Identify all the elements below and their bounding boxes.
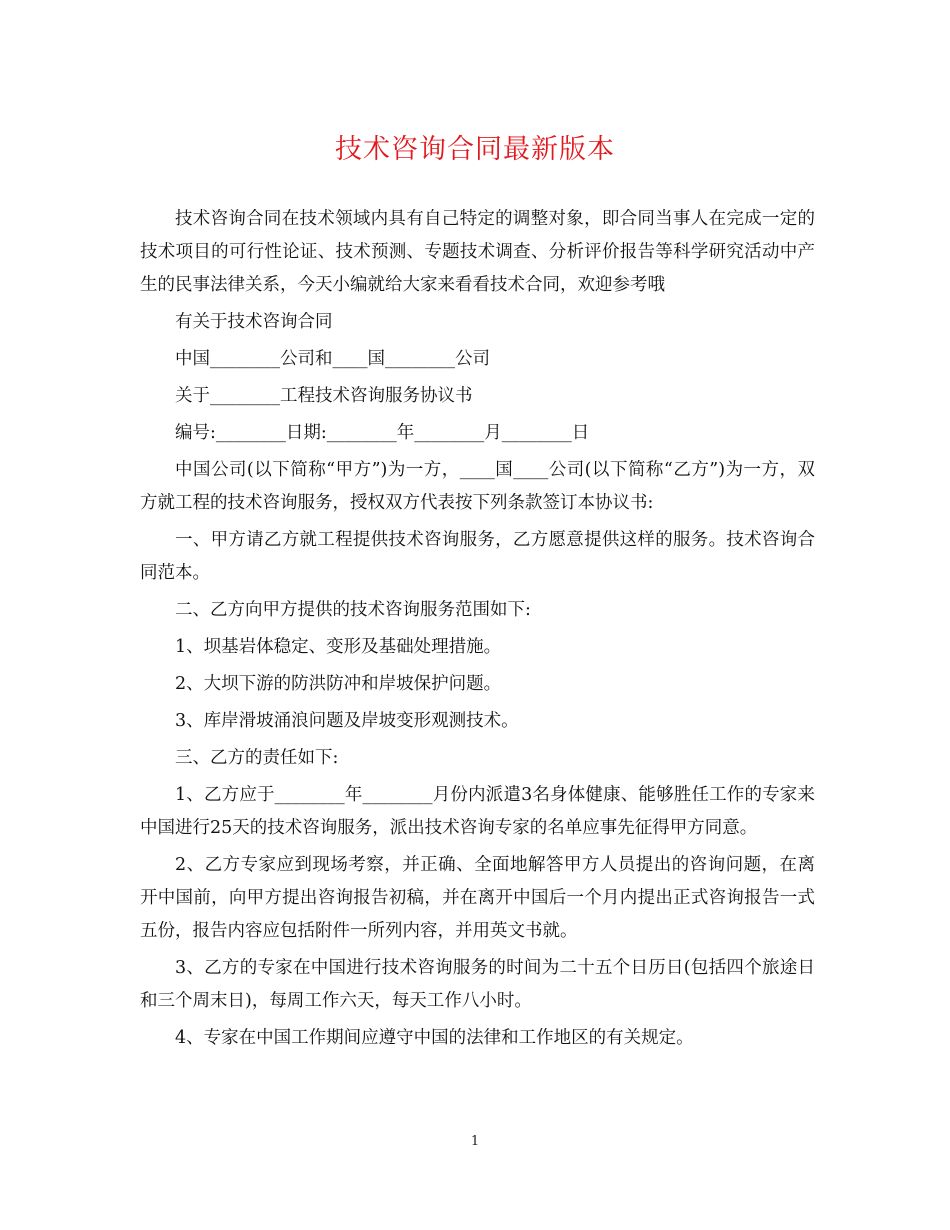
clause-two-heading: 二、乙方向甲方提供的技术咨询服务范围如下:	[175, 600, 531, 620]
clause-three-heading: 三、乙方的责任如下:	[175, 748, 339, 768]
clause-two-item-1: 1、坝基岩体稳定、变形及基础处理措施。	[175, 637, 502, 657]
preamble-paragraph: 中国公司(以下简称“甲方”)为一方，____国____公司(以下简称“乙方”)为一方，双方就工程的技术咨询服务，授权双方代表按下列条款签订本协议书:	[140, 460, 815, 513]
page-number: 1	[470, 1134, 480, 1149]
clause-three-item-2: 2、乙方专家应到现场考察，并正确、全面地解答甲方人员提出的咨询问题，在离开中国前，向甲方提出咨询报告初稿，并在离开中国后一个月内提出正式咨询报告一式五份，报告内容应包括附件一所列内容，并用英文书就。	[140, 855, 815, 941]
clause-three-item-3: 3、乙方的专家在中国进行技术咨询服务的时间为二十五个日历日(包括四个旅途日和三个周末日)，每周工作六天，每天工作八小时。	[140, 958, 815, 1011]
parties-line: 中国________公司和____国________公司	[175, 349, 490, 369]
document-body	[140, 203, 815, 1055]
clause-three-item-4: 4、专家在中国工作期间应遵守中国的法律和工作地区的有关规定。	[175, 1028, 694, 1048]
number-date-line: 编号:________日期:________年________月________日	[175, 423, 590, 443]
document-title: 技术咨询合同最新版本	[335, 134, 615, 165]
agreement-title-line: 关于________工程技术咨询服务协议书	[175, 386, 473, 406]
contract-heading: 有关于技术咨询合同	[175, 312, 333, 332]
clause-two-item-3: 3、库岸滑坡涌浪问题及岸坡变形观测技术。	[175, 711, 519, 731]
clause-two-item-2: 2、大坝下游的防洪防冲和岸坡保护问题。	[175, 674, 502, 694]
intro-paragraph: 技术咨询合同在技术领域内具有自己特定的调整对象，即合同当事人在完成一定的技术项目的可行性论证、技术预测、专题技术调查、分析评价报告等科学研究活动中产生的民事法律关系，今天小编就给大家来看看技术合同，欢迎参考哦	[140, 209, 815, 295]
clause-three-item-1: 1、乙方应于________年________月份内派遣3名身体健康、能够胜任工作的专家来中国进行25天的技术咨询服务，派出技术咨询专家的名单应事先征得甲方同意。	[140, 785, 815, 838]
clause-one: 一、甲方请乙方就工程提供技术咨询服务，乙方愿意提供这样的服务。技术咨询合同范本。	[140, 530, 815, 583]
